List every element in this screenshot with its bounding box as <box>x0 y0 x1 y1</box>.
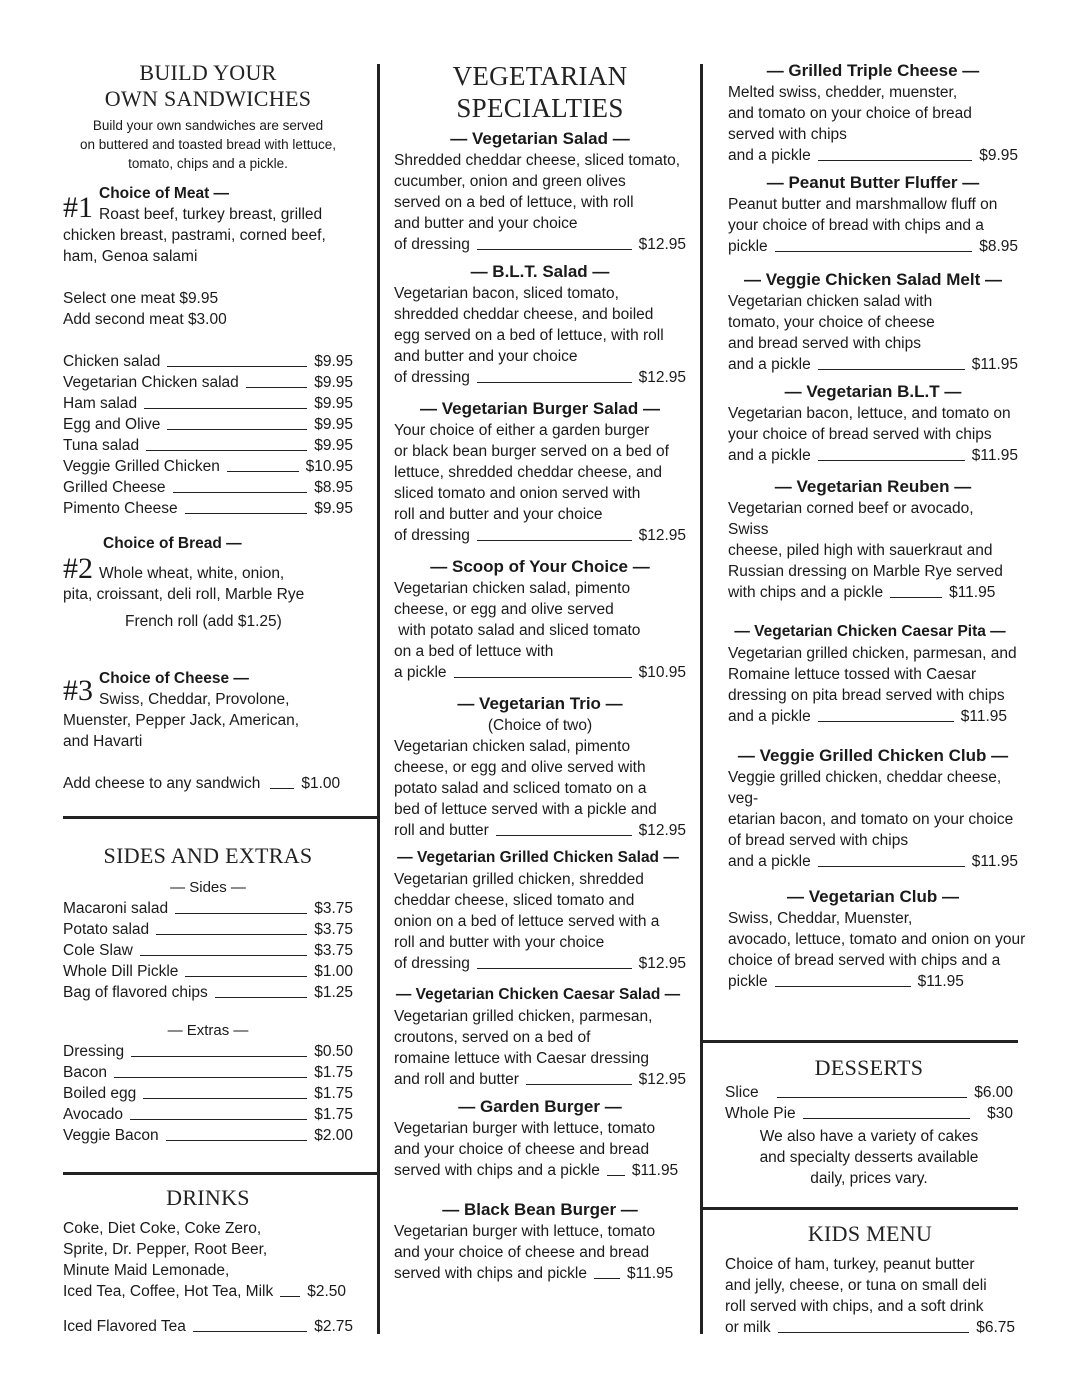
menu-item: Dressing $0.50 <box>63 1043 353 1060</box>
menu-item: Grilled Cheese $8.95 <box>63 479 353 496</box>
step1-text-line2: chicken breast, pastrami, corned beef, <box>63 227 326 244</box>
menu-item: — Veggie Chicken Salad Melt — Vegetarian chicken salad with tomato, your choice of cheese and bread served with chips and a pickle $11.95 <box>728 270 1018 373</box>
drinks-line1: Coke, Diet Coke, Coke Zero, <box>63 1220 262 1237</box>
step2-text-line2: pita, croissant, deli roll, Marble Rye <box>63 586 305 603</box>
menu-item: — Scoop of Your Choice — Vegetarian chicken salad, pimento cheese, or egg and olive served with potato salad and sliced tomato on a bed of lettuce with a pickle $10.95 <box>394 557 686 681</box>
menu-item: — Veggie Grilled Chicken Club — Veggie grilled chicken, cheddar cheese, veg- etarian bacon, and tomato on your choice of bread served with chips and a pickle $11.95 <box>728 746 1018 870</box>
menu-item: Chicken salad $9.95 <box>63 353 353 370</box>
column-divider-left <box>377 64 380 1334</box>
desserts-note-line2: and specialty desserts available <box>759 1149 979 1166</box>
menu-item: — Garden Burger — Vegetarian burger with lettuce, tomato and your choice of cheese and bread served with chips and a pickle $11.95 <box>394 1097 679 1179</box>
menu-item: — Vegetarian Burger Salad — Your choice of either a garden burger or black bean burger served on a bed of lettuce, shredded cheddar cheese, and sliced tomato and onion served with roll and butter and your choice of dressing $12.95 <box>394 399 686 544</box>
step1-number: #1 <box>63 191 93 224</box>
menu-item: Whole Dill Pickle $1.00 <box>63 963 353 980</box>
kids-menu-section <box>725 1220 1015 1338</box>
menu-item: Potato salad $3.75 <box>63 921 353 938</box>
desserts-title: DESSERTS <box>814 1055 924 1080</box>
build-title-line2: OWN SANDWICHES <box>104 86 312 111</box>
menu-item: — Black Bean Burger — Vegetarian burger with lettuce, tomato and your choice of cheese and bread served with chips and pickle $11.95 <box>394 1200 674 1282</box>
sides-section <box>63 842 353 1146</box>
divider-desserts <box>702 1040 1018 1043</box>
menu-item: Veggie Bacon $2.00 <box>63 1127 353 1144</box>
menu-item: Bacon $1.75 <box>63 1064 353 1081</box>
step1-text-line3: ham, Genoa salami <box>63 248 198 265</box>
menu-item: — B.L.T. Salad — Vegetarian bacon, sliced tomato, shredded cheddar cheese, and boiled egg served on a bed of lettuce, with roll and butter and your choice of dressing $12.95 <box>394 262 686 386</box>
sandwich-price-list <box>63 351 353 519</box>
menu-item: Vegetarian Chicken salad $9.95 <box>63 374 353 391</box>
menu-item: Ham salad $9.95 <box>63 395 353 412</box>
menu-item: Boiled egg $1.75 <box>63 1085 353 1102</box>
add-second-meat: Add second meat $3.00 <box>63 311 227 328</box>
extras-subheading: — Extras — <box>167 1022 249 1039</box>
drinks-row-hot: Iced Tea, Coffee, Hot Tea, Milk $2.50 <box>63 1283 347 1300</box>
step2-text-line1: Whole wheat, white, onion, <box>99 565 285 582</box>
step3-text-line2: Muenster, Pepper Jack, American, <box>63 712 300 729</box>
menu-item: — Vegetarian Grilled Chicken Salad — Vegetarian grilled chicken, shredded cheddar cheese, sliced tomato and onion on a bed of lettuce served with a roll and butter with your choice of dressing $12.95 <box>394 849 686 972</box>
menu-item: — Vegetarian Reuben — Vegetarian corned beef or avocado, Swiss cheese, piled high with sauerkraut and Russian dressing on Marble Rye served with chips and a pickle $11.95 <box>728 477 1003 601</box>
step3-number: #3 <box>63 674 93 707</box>
divider-sides <box>63 816 379 819</box>
kids-price-row: or milk $6.75 <box>725 1319 1015 1336</box>
menu-item: Bag of flavored chips $1.25 <box>63 984 353 1001</box>
step2-heading: Choice of Bread — <box>103 535 242 552</box>
menu-item: Slice $6.00 <box>725 1084 1013 1101</box>
add-cheese-row: Add cheese to any sandwich $1.00 <box>63 775 341 792</box>
step1-text-line1: Roast beef, turkey breast, grilled <box>99 206 323 223</box>
drinks-row-flavored-tea: Iced Flavored Tea $2.75 <box>63 1318 353 1335</box>
divider-drinks <box>63 1172 379 1175</box>
menu-item: Egg and Olive $9.95 <box>63 416 353 433</box>
menu-item: Macaroni salad $3.75 <box>63 900 353 917</box>
menu-item: — Vegetarian Chicken Caesar Salad — Vegetarian grilled chicken, parmesan, croutons, served on a bed of romaine lettuce with Caesar dressing and roll and butter $12.95 <box>394 986 686 1088</box>
sandwich-specialties-section <box>728 0 1026 998</box>
desserts-note-line1: We also have a variety of cakes <box>759 1128 979 1145</box>
desserts-section <box>725 1054 1013 1189</box>
step2-text-line3: French roll (add $1.25) <box>125 613 282 630</box>
step3-text-line3: and Havarti <box>63 733 143 750</box>
drinks-line2: Sprite, Dr. Pepper, Root Beer, <box>63 1241 268 1258</box>
menu-item: — Peanut Butter Fluffer — Peanut butter and marshmallow fluff on your choice of bread with chips and a pickle $8.95 <box>728 173 1018 255</box>
veg-title-line2: SPECIALTIES <box>456 93 624 123</box>
drinks-line3: Minute Maid Lemonade, <box>63 1262 230 1279</box>
menu-item: Pimento Cheese $9.95 <box>63 500 353 517</box>
step3-text-line1: Swiss, Cheddar, Provolone, <box>99 691 290 708</box>
sides-subheading: — Sides — <box>170 879 246 896</box>
menu-item: Cole Slaw $3.75 <box>63 942 353 959</box>
sides-title: SIDES AND EXTRAS <box>103 843 313 868</box>
veg-title-line1: VEGETARIAN <box>452 61 628 91</box>
step3-heading: Choice of Cheese — <box>99 670 249 687</box>
step1-heading: Choice of Meat — <box>99 185 230 202</box>
menu-item: — Vegetarian Salad — Shredded cheddar cheese, sliced tomato, cucumber, onion and green olives served on a bed of lettuce, with roll and butter and your choice of dressing $12.95 <box>394 129 686 253</box>
select-one-meat: Select one meat $9.95 <box>63 290 219 307</box>
desserts-note-line3: daily, prices vary. <box>810 1170 928 1187</box>
build-your-own-section <box>63 0 353 794</box>
menu-item: — Grilled Triple Cheese — Melted swiss, chedder, muenster, and tomato on your choice of bread served with chips and a pickle $9.95 <box>728 61 1018 164</box>
kids-title: KIDS MENU <box>807 1221 933 1246</box>
menu-item: — Vegetarian Chicken Caesar Pita — Vegetarian grilled chicken, parmesan, and Romaine lettuce tossed with Caesar dressing on pita bread served with chips and a pickle $11.95 <box>728 623 1017 725</box>
kids-line3: roll served with chips, and a soft drink <box>725 1298 984 1315</box>
menu-item: Tuna salad $9.95 <box>63 437 353 454</box>
menu-item: — Vegetarian Club — Swiss, Cheddar, Muenster, avocado, lettuce, tomato and onion on your choice of bread served with chips and a pickle $11.95 <box>728 887 1026 990</box>
drinks-title: DRINKS <box>166 1185 250 1210</box>
build-intro-line2: on buttered and toasted bread with lettuce, <box>80 137 336 152</box>
build-title-line1: BUILD YOUR <box>139 60 277 85</box>
build-intro-line3: tomato, chips and a pickle. <box>128 156 288 171</box>
divider-kids <box>702 1207 1018 1210</box>
kids-line2: and jelly, cheese, or tuna on small deli <box>725 1277 987 1294</box>
menu-item: — Vegetarian B.L.T — Vegetarian bacon, lettuce, and tomato on your choice of bread served with chips and a pickle $11.95 <box>728 382 1018 464</box>
menu-item: Whole Pie $30 <box>725 1105 1013 1122</box>
build-intro-line1: Build your own sandwiches are served <box>92 118 324 133</box>
menu-item: Veggie Grilled Chicken $10.95 <box>63 458 353 475</box>
menu-item: Avocado $1.75 <box>63 1106 353 1123</box>
kids-line1: Choice of ham, turkey, peanut butter <box>725 1256 975 1273</box>
column-divider-right <box>700 64 703 1334</box>
menu-item: — Vegetarian Trio — (Choice of two) Vegetarian chicken salad, pimento cheese, or egg and olive served with potato salad and scliced tomato on a bed of lettuce served with a pickle and roll and butter $12.95 <box>394 694 686 839</box>
step2-number: #2 <box>63 552 93 585</box>
drinks-section <box>63 1184 353 1337</box>
vegetarian-specialties-section <box>394 0 686 1290</box>
